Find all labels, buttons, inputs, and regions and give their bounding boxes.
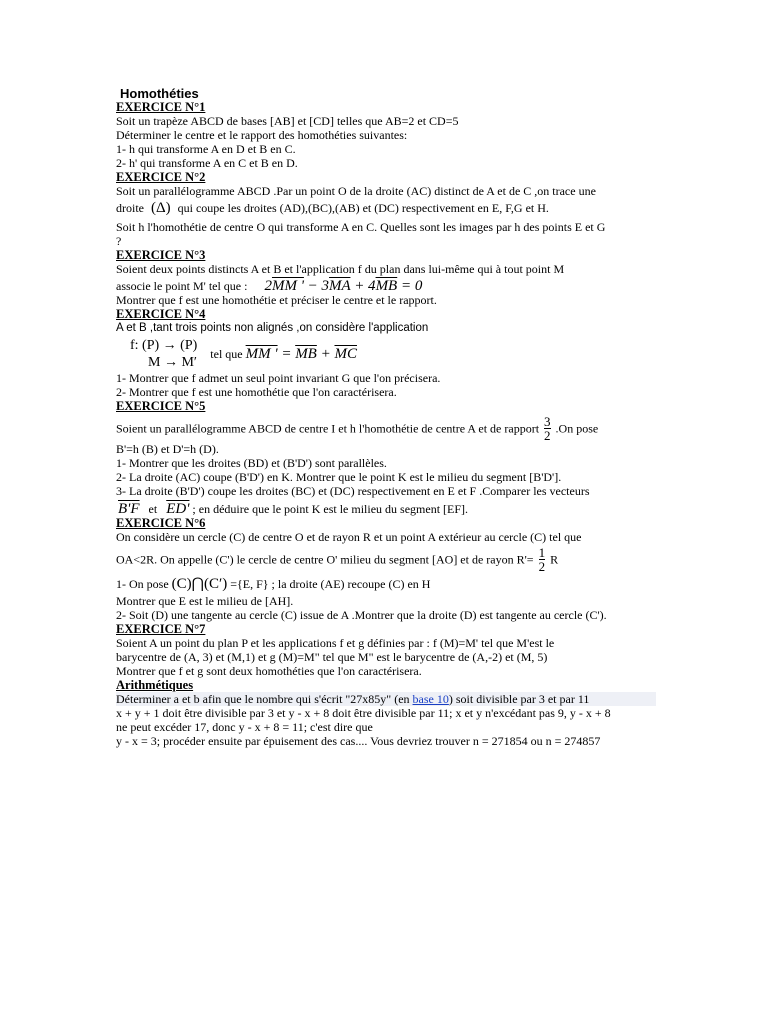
vector-mm: MM ' — [271, 278, 304, 294]
ex2-line-2 — [116, 201, 656, 215]
ex5-line-1b: .On pose — [555, 421, 599, 436]
ex2-line-3: Soit h l'homothétie de centre O qui transforme A en C. Quelles sont les images par h des points E et G — [116, 220, 606, 234]
base-10-link[interactable]: base 10 — [412, 692, 449, 706]
exercise-7-heading: EXERCICE N°7 — [116, 622, 206, 636]
ex4-map-definition — [130, 337, 197, 371]
fraction-1-2 — [539, 546, 546, 573]
ex4-equation — [246, 346, 357, 362]
eq-coef-3: + 4 — [354, 278, 376, 294]
ex2-line-4: ? — [116, 234, 122, 248]
exercise-4-heading: EXERCICE N°4 — [116, 307, 206, 321]
ex6-line-2a: OA<2R. On appelle (C') le cercle de centre O' milieu du segment [AO] et de rayon R'= — [116, 552, 534, 567]
ex3-equation — [264, 278, 422, 294]
ex2-line-2b: qui coupe les droites (AD),(BC),(AB) et (DC) respectivement en E, F,G et H. — [177, 201, 549, 215]
vector-ma: $\overline{MA}$ — [329, 278, 351, 294]
vector-mb: $\overline{MB}$ — [375, 278, 398, 294]
ex7-line-2: barycentre de (A, 3) et (M,1) et g (M)=M" tel que M" est le barycentre de (A,-2) et (M, 5) — [116, 650, 548, 664]
vector-e-d-prime: ED' — [166, 501, 190, 517]
eq-coef-2: − 3 — [307, 278, 330, 294]
arith-line-1b: ) soit divisible par 3 et par 11 — [448, 692, 590, 706]
ex6-line-3b: ={E, F} ; la droite (AE) recoupe (C) en H — [230, 577, 431, 591]
page-title: Homothéties — [120, 86, 199, 101]
tel-que-label: tel que — [210, 347, 243, 361]
ex1-line-4: 2- h' qui transforme A en C et B en D. — [116, 156, 298, 170]
eq-coef-1: 2 — [264, 278, 272, 294]
fraction-denominator: 2 — [544, 428, 551, 443]
map-domain: f: (P) → (P) — [130, 338, 198, 353]
exercise-6-heading: EXERCICE N°6 — [116, 516, 206, 530]
vector-mc: $\overline{MC}$ — [334, 346, 357, 362]
ex6-line-3 — [116, 577, 656, 591]
ex7-line-3: Montrer que f et g sont deux homothéties que l'on caractérisera. — [116, 664, 422, 678]
ex5-line-2: B'=h (B) et D'=h (D). — [116, 442, 219, 456]
ex5-line-5: 3- La droite (B'D') coupe les droites (BC) et (DC) respectivement en E et F .Comparer les vecteurs — [116, 484, 590, 498]
ex1-line-1: Soit un trapèze ABCD de bases [AB] et [CD] telles que AB=2 et CD=5 — [116, 114, 459, 128]
arith-line-3: ne peut excéder 17, donc y - x + 8 = 11; c'est dire que — [116, 720, 373, 734]
arith-line-2: x + y + 1 doit être divisible par 3 et y - x + 8 doit être divisible par 11; x et y n'excédant pas 9, y - x + 8 — [116, 706, 611, 720]
arithmetic-heading: Arithmétiques — [116, 678, 194, 692]
ex5-line-3: 1- Montrer que les droites (BD) et (B'D') sont parallèles. — [116, 456, 387, 470]
ex4-line-2: 1- Montrer que f admet un seul point invariant G que l'on précisera. — [116, 371, 441, 385]
ex4-map-line — [116, 337, 656, 371]
ex3-line-3: Montrer que f est une homothétie et préciser le centre et le rapport. — [116, 293, 437, 307]
ex3-equation-line — [116, 279, 656, 293]
fraction-denominator: 2 — [538, 559, 546, 574]
intersection-expression: (C)⋂(C′) — [171, 576, 228, 592]
arith-line-1a: Déterminer a et b afin que le nombre qui s'écrit "27x85y" (en — [116, 692, 410, 706]
exercise-3-heading: EXERCICE N°3 — [116, 248, 206, 262]
fraction-numerator: 1 — [538, 545, 546, 560]
map-point: M → M′ — [148, 355, 197, 370]
ex5-line-6 — [116, 502, 656, 516]
ex3-line-1: Soient deux points distincts A et B et l'application f du plan dans lui-même qui à tout point M — [116, 262, 565, 276]
ex1-line-3: 1- h qui transforme A en D et B en C. — [116, 142, 296, 156]
ex6-line-5: 2- Soit (D) une tangente au cercle (C) issue de A .Montrer que la droite (D) est tangente au cercle (C'). — [116, 608, 607, 622]
ex5-line-6-text: ; en déduire que le point K est le milieu du segment [EF]. — [192, 502, 469, 516]
ex5-line-1a: Soient un parallélogramme ABCD de centre I et h l'homothétie de centre A et de rapport — [116, 421, 540, 436]
fraction-numerator: 3 — [544, 414, 551, 429]
vector-b-prime-f: B'F — [118, 501, 140, 517]
ex6-line-2 — [116, 546, 656, 573]
exercise-2-heading: EXERCICE N°2 — [116, 170, 206, 184]
ex7-line-1: Soient A un point du plan P et les applications f et g définies par : f (M)=M' tel que M'est le — [116, 636, 555, 650]
eq-sign: = — [281, 346, 292, 362]
arith-line-4: y - x = 3; procéder ensuite par épuisement des cas.... Vous devriez trouver n = 271854 ou n = 274857 — [116, 734, 601, 748]
arith-line-1 — [116, 692, 656, 706]
ex5-line-4: 2- La droite (AC) coupe (B'D') en K. Montrer que le point K est le milieu du segment [B'D']. — [116, 470, 562, 484]
ex4-line-1: A et B ,tant trois points non alignés ,on considère l'application — [116, 322, 429, 334]
ex3-line-2: associe le point M' tel que : — [116, 279, 248, 293]
exercise-5-heading: EXERCICE N°5 — [116, 399, 206, 413]
eq-result: = 0 — [400, 278, 423, 294]
ex2-line-1: Soit un parallélogramme ABCD .Par un point O de la droite (AC) distinct de A et de C ,on trace une — [116, 184, 596, 198]
document-body — [116, 100, 656, 748]
et-label: et — [148, 502, 158, 516]
ex5-line-1 — [116, 415, 656, 442]
exercise-1-heading: EXERCICE N°1 — [116, 100, 206, 114]
plus-sign: + — [320, 346, 331, 362]
vector-mm: MM ' — [245, 346, 278, 362]
fraction-3-2 — [544, 415, 551, 442]
ex1-line-2: Déterminer le centre et le rapport des homothéties suivantes: — [116, 128, 408, 142]
ex6-line-3a: 1- On pose — [116, 577, 169, 591]
vector-mb: $\overline{MB}$ — [295, 346, 317, 362]
ex6-line-1: On considère un cercle (C) de centre O et de rayon R et un point A extérieur au cercle (C) tel que — [116, 530, 582, 544]
ex6-line-4: Montrer que E est le milieu de [AH]. — [116, 594, 294, 608]
ex4-line-3: 2- Montrer que f est une homothétie que l'on caractérisera. — [116, 385, 397, 399]
delta-symbol: (Δ) — [151, 200, 171, 216]
ex2-line-2a: droite — [116, 201, 144, 215]
ex6-line-2b: R — [550, 552, 559, 567]
